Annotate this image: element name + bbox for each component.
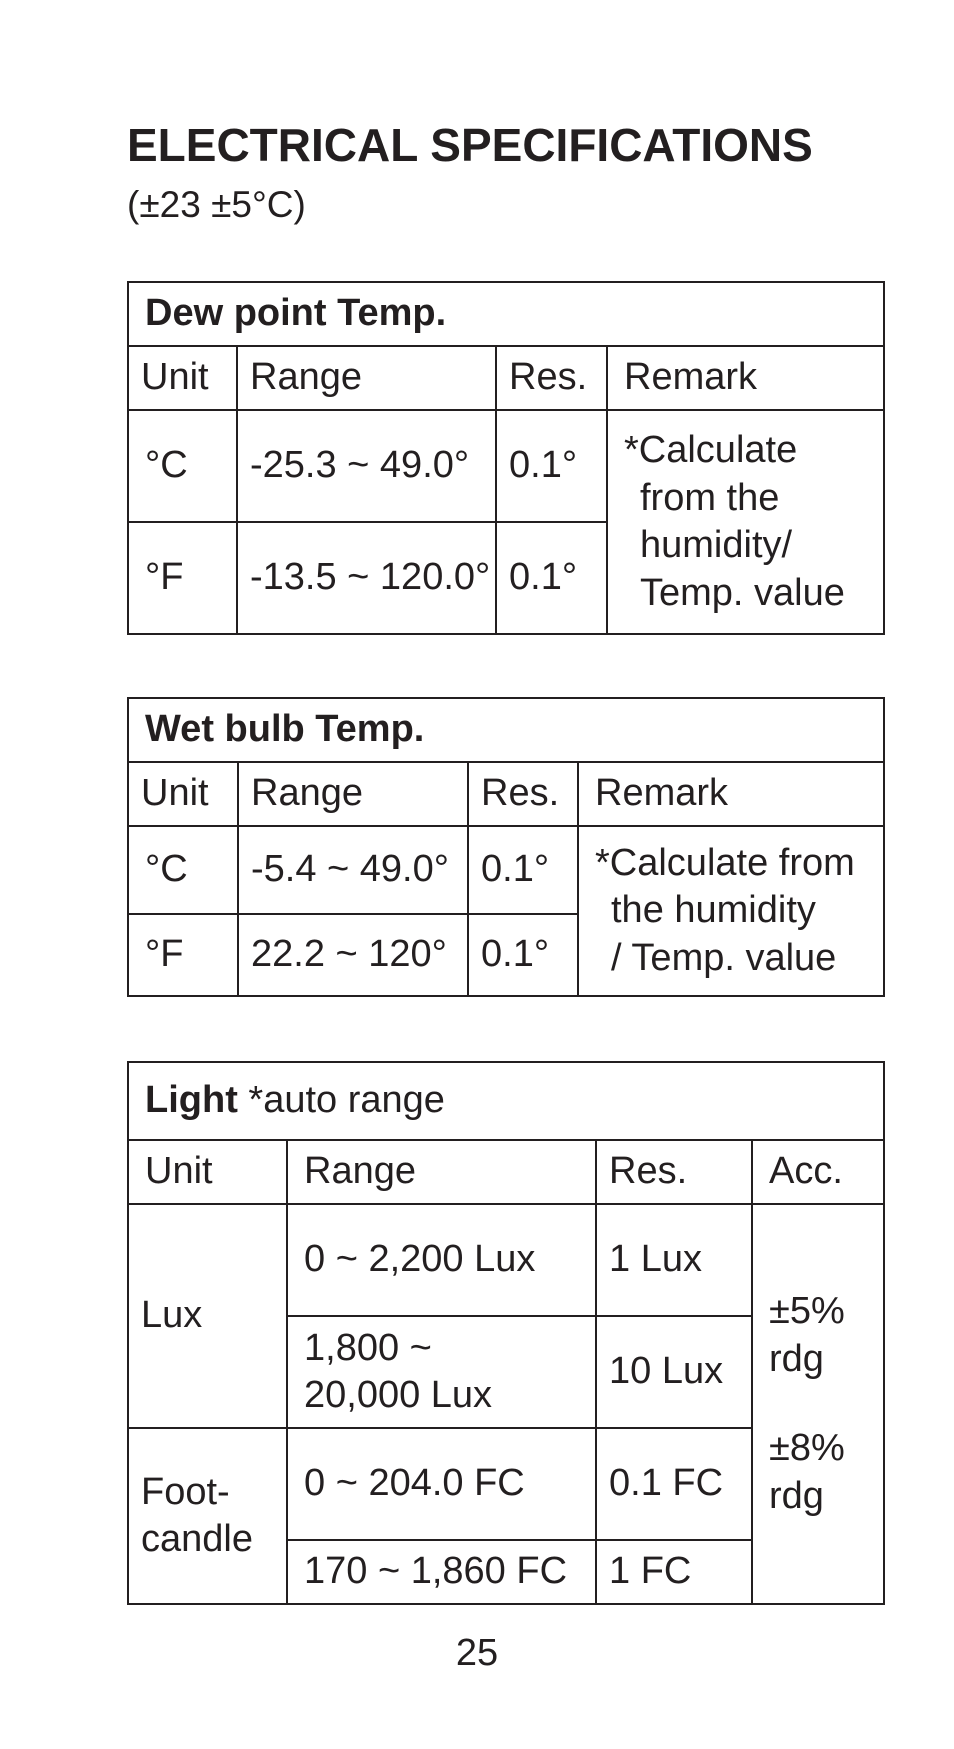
column-header-res: Res.	[496, 346, 607, 410]
resolution-cell: 0.1°	[496, 410, 607, 522]
unit-cell: °C	[128, 826, 238, 914]
range-cell: 0 ~ 204.0 FC	[287, 1428, 596, 1540]
unit-cell: °C	[128, 410, 237, 522]
page-number: 25	[455, 1632, 499, 1674]
table-row	[128, 1204, 884, 1316]
remark-line: the humidity	[611, 889, 816, 932]
resolution-cell: 0.1°	[496, 522, 607, 634]
column-header-res: Res.	[596, 1140, 752, 1204]
remark-line: Temp. value	[640, 571, 845, 614]
column-header-unit: Unit	[128, 762, 238, 826]
column-header-range: Range	[237, 346, 496, 410]
table-caption-row	[128, 1062, 884, 1140]
column-header-acc: Acc.	[752, 1140, 884, 1204]
remark-line: *Calculate from	[595, 841, 855, 884]
column-header-range: Range	[287, 1140, 596, 1204]
table-header-row	[128, 1140, 884, 1204]
remark-line: from the	[640, 476, 780, 519]
column-header-unit: Unit	[128, 346, 237, 410]
accuracy-spacer	[769, 1383, 883, 1425]
resolution-cell: 0.1 FC	[596, 1428, 752, 1540]
table-caption-row	[128, 282, 884, 346]
accuracy-line: ±8%	[769, 1427, 845, 1469]
unit-cell-lux: Lux	[128, 1204, 287, 1428]
table-header-row	[128, 762, 884, 826]
resolution-cell: 1 Lux	[596, 1204, 752, 1316]
column-header-remark: Remark	[607, 346, 884, 410]
table-header-row	[128, 346, 884, 410]
remark-cell	[578, 826, 884, 996]
unit-cell: °F	[128, 914, 238, 996]
range-cell: -13.5 ~ 120.0°	[237, 522, 496, 634]
unit-line: Foot-	[141, 1470, 230, 1513]
range-line: 20,000 Lux	[304, 1374, 493, 1416]
resolution-cell: 10 Lux	[596, 1316, 752, 1428]
column-header-unit: Unit	[128, 1140, 287, 1204]
unit-cell: °F	[128, 522, 237, 634]
range-cell: -25.3 ~ 49.0°	[237, 410, 496, 522]
table-row	[128, 826, 884, 914]
resolution-cell: 1 FC	[596, 1540, 752, 1604]
table-caption: Wet bulb Temp.	[128, 698, 884, 762]
range-cell: 22.2 ~ 120°	[238, 914, 468, 996]
remark-line: *Calculate	[624, 429, 798, 471]
range-line: 1,800 ~	[304, 1326, 432, 1369]
table-caption	[128, 1062, 884, 1140]
table-caption-row	[128, 698, 884, 762]
unit-cell-footcandle	[128, 1428, 287, 1604]
caption-bold: Light	[145, 1079, 238, 1122]
accuracy-line: ±5%	[769, 1290, 845, 1332]
remark-cell	[607, 410, 884, 634]
accuracy-line: rdg	[769, 1474, 824, 1517]
range-cell: 0 ~ 2,200 Lux	[287, 1204, 596, 1316]
range-cell: -5.4 ~ 49.0°	[238, 826, 468, 914]
column-header-res: Res.	[468, 762, 578, 826]
dew-point-table	[127, 281, 885, 635]
resolution-cell: 0.1°	[468, 826, 578, 914]
accuracy-cell	[752, 1204, 884, 1604]
remark-line: / Temp. value	[611, 936, 837, 979]
resolution-cell: 0.1°	[468, 914, 578, 996]
caption-note: *auto range	[248, 1079, 445, 1122]
table-row	[128, 410, 884, 522]
column-header-range: Range	[238, 762, 468, 826]
accuracy-line: rdg	[769, 1337, 824, 1380]
remark-line: humidity/	[640, 524, 793, 566]
range-cell: 170 ~ 1,860 FC	[287, 1540, 596, 1604]
page-subtitle: (±23 ±5°C)	[127, 184, 306, 225]
wet-bulb-table	[127, 697, 885, 997]
page-title: ELECTRICAL SPECIFICATIONS	[127, 119, 813, 171]
light-table	[127, 1061, 885, 1605]
column-header-remark: Remark	[578, 762, 884, 826]
range-cell	[287, 1316, 596, 1428]
unit-line: candle	[141, 1518, 253, 1560]
table-caption: Dew point Temp.	[128, 282, 884, 346]
